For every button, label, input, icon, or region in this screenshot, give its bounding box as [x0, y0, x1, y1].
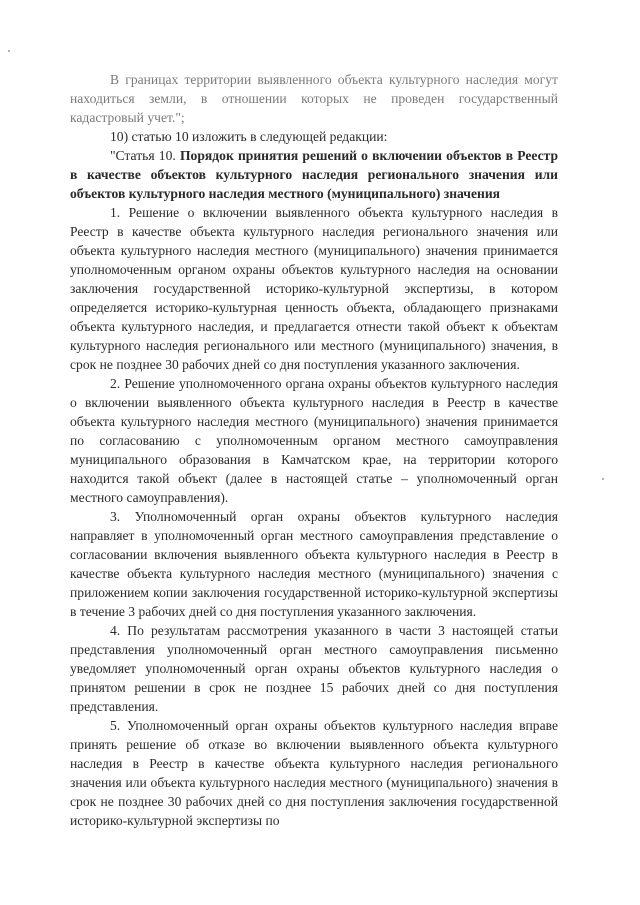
scan-speck	[602, 478, 604, 480]
scan-speck	[8, 50, 10, 52]
intro-paragraph: В границах территории выявленного объекта культурного наследия могут находиться земли, в отношении которых не проведен государственный кадастровый учет.";	[70, 72, 558, 125]
clause-1: 1. Решение о включении выявленного объекта культурного наследия в Реестр в качестве объекта культурного наследия регионального значения или объекта культурного наследия местного (муниципального) значения принимается уполномоченным органом охраны объектов культурного наследия на основании заключения государственной историко-культурной экспертизы, в котором определяется историко-культурная ценность объекта, обладающего признаками объекта культурного наследия, и предлагается отнести такой объект к объектам культурного наследия регионального или местного (муниципального) значения, в срок не позднее 30 рабочих дней со дня поступления указанного заключения.	[70, 205, 558, 372]
clause-4: 4. По результатам рассмотрения указанного в части 3 настоящей статьи представления уполномоченный орган местного самоуправления письменно уведомляет уполномоченный орган охраны объектов культурного наследия о принятом решении в срок не позднее 15 рабочих дней со дня поступления представления.	[70, 623, 558, 714]
article-heading	[70, 146, 558, 203]
clause-3: 3. Уполномоченный орган охраны объектов культурного наследия направляет в уполномоченный орган местного самоуправления представление о согласовании включения выявленного объекта культурного наследия в Реестр в качестве объекта культурного наследия местного (муниципального) значения с приложением копии заключения государственной историко-культурной экспертизы в течение 3 рабочих дней со дня поступления указанного заключения.	[70, 509, 558, 619]
clause-5: 5. Уполномоченный орган охраны объектов культурного наследия вправе принять решение об отказе во включении выявленного объекта культурного наследия в Реестр в качестве объекта культурного наследия регионального значения или объекта культурного наследия местного (муниципального) значения в срок не позднее 30 рабочих дней со дня поступления заключения государственной историко-культурной экспертизы по	[70, 718, 558, 828]
article-title: Порядок принятия решений о включении объектов в Реестр в качестве объектов культурного наследия регионального значения или объектов культурного наследия местного (муниципального) значения	[70, 148, 559, 201]
clause-2: 2. Решение уполномоченного органа охраны объектов культурного наследия о включении выявленного объекта культурного наследия в Реестр в качестве объекта культурного наследия местного (муниципального) значения принимается по согласованию с уполномоченным органом местного самоуправления муниципального образования в Камчатском крае, на территории которого находится такой объект (далее в настоящей статье – уполномоченный орган местного самоуправления).	[70, 376, 558, 505]
article-prefix: "Статья 10.	[110, 148, 176, 163]
item-10-paragraph: 10) статью 10 изложить в следующей редакции:	[110, 129, 388, 144]
document-body	[70, 70, 558, 830]
